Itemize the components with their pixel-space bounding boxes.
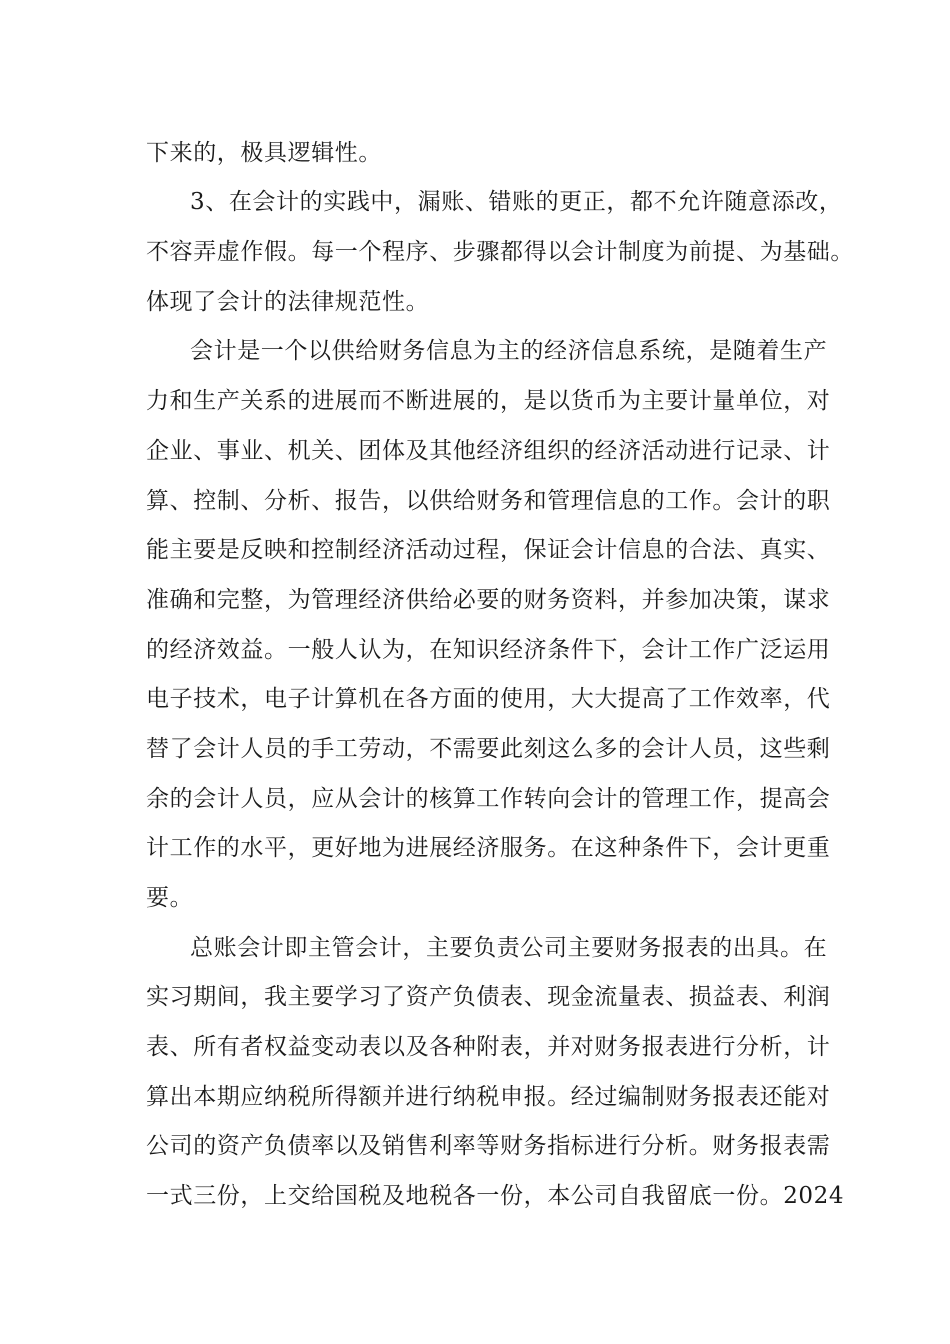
text-line: 会计是一个以供给财务信息为主的经济信息系统，是随着生产 — [190, 338, 828, 364]
text-line: 替了会计人员的手工劳动，不需要此刻这么多的会计人员，这些剩 — [146, 736, 831, 762]
text-line: 实习期间，我主要学习了资产负债表、现金流量表、损益表、利润 — [146, 984, 831, 1010]
text-line: 算出本期应纳税所得额并进行纳税申报。经过编制财务报表还能对 — [146, 1084, 831, 1110]
text-line: 计工作的水平，更好地为进展经济服务。在这种条件下，会计更重 — [146, 835, 831, 861]
text-line: 一式三份，上交给国税及地税各一份，本公司自我留底一份。2024 — [146, 1183, 845, 1209]
text-line: 3、在会计的实践中，漏账、错账的更正，都不允许随意添改， — [190, 189, 843, 215]
text-line: 企业、事业、机关、团体及其他经济组织的经济活动进行记录、计 — [146, 438, 831, 464]
text-line: 要。 — [146, 885, 194, 911]
text-line: 电子技术，电子计算机在各方面的使用，大大提高了工作效率，代 — [146, 686, 831, 712]
text-line: 下来的，极具逻辑性。 — [146, 140, 382, 166]
text-line: 的经济效益。一般人认为，在知识经济条件下，会计工作广泛运用 — [146, 637, 831, 663]
text-line: 余的会计人员，应从会计的核算工作转向会计的管理工作，提高会 — [146, 786, 831, 812]
text-line: 总账会计即主管会计，主要负责公司主要财务报表的出具。在 — [190, 935, 828, 961]
text-line: 能主要是反映和控制经济活动过程，保证会计信息的合法、真实、 — [146, 537, 831, 563]
text-line: 公司的资产负债率以及销售利率等财务指标进行分析。财务报表需 — [146, 1133, 831, 1159]
text-line: 表、所有者权益变动表以及各种附表，并对财务报表进行分析，计 — [146, 1034, 831, 1060]
text-line: 体现了会计的法律规范性。 — [146, 289, 430, 315]
text-line: 力和生产关系的进展而不断进展的，是以货币为主要计量单位，对 — [146, 388, 831, 414]
text-line: 不容弄虚作假。每一个程序、步骤都得以会计制度为前提、为基础。 — [146, 239, 854, 265]
text-line: 算、控制、分析、报告，以供给财务和管理信息的工作。会计的职 — [146, 488, 831, 514]
text-line: 准确和完整，为管理经济供给必要的财务资料，并参加决策，谋求 — [146, 587, 831, 613]
